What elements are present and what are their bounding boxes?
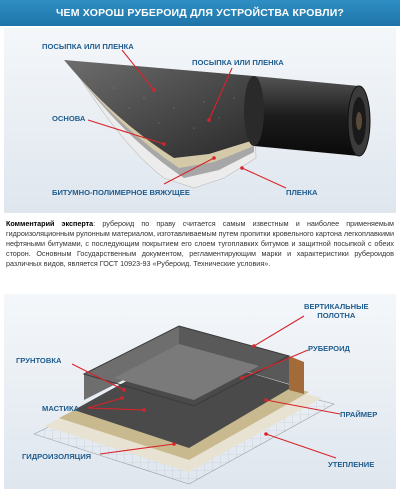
roll-body — [254, 76, 359, 156]
label-vertical-line2: ПОЛОТНА — [317, 311, 356, 320]
expert-comment — [6, 219, 394, 269]
label-vertical-sheets — [304, 302, 369, 320]
label-ruberoid: РУБЕРОИД — [308, 344, 350, 353]
comment-text: : рубероид по праву считается самым известным и наиболее применяемым гидроизоляционным рулонным материалом, изготавливаемым путем пропитки кровельного картона легкоплавкими нефтяными битумами, с последующим покрытием его слоем тугоплавких битумов и защитной посыпкой с обеих сторон. Основным Государственным документом, регламентирующим марки и характеристики рубероидов различных видов, является ГОСТ 10923-93 «Рубероид. Технические условия». — [6, 219, 394, 268]
page-title: ЧЕМ ХОРОШ РУБЕРОИД ДЛЯ УСТРОЙСТВА КРОВЛИ? — [0, 0, 400, 26]
label-primer-left: ГРУНТОВКА — [16, 356, 62, 365]
label-base: ОСНОВА — [52, 114, 86, 123]
roll-left-end — [244, 76, 264, 146]
pointer-vertical — [254, 316, 304, 346]
roll-center — [356, 112, 362, 130]
label-mastic: МАСТИКА — [42, 404, 80, 413]
pointer-insulation — [266, 434, 336, 458]
roof-diagram-panel — [4, 294, 396, 489]
label-primer-right: ПРАЙМЕР — [340, 410, 378, 419]
label-sprinkle-film-left: ПОСЫПКА ИЛИ ПЛЕНКА — [42, 42, 134, 51]
label-insulation: УТЕПЛЕНИЕ — [328, 460, 375, 469]
label-film: ПЛЕНКА — [286, 188, 318, 197]
pointer-film — [242, 168, 286, 188]
sprinkle-layer — [64, 60, 254, 158]
label-sprinkle-film-right: ПОСЫПКА ИЛИ ПЛЕНКА — [192, 58, 284, 67]
comment-lead: Комментарий эксперта — [6, 219, 94, 228]
label-waterproofing: ГИДРОИЗОЛЯЦИЯ — [22, 452, 92, 461]
label-vertical-line1: ВЕРТИКАЛЬНЫЕ — [304, 302, 369, 311]
roll-diagram-panel — [4, 28, 396, 213]
wood-edge — [289, 356, 304, 394]
label-binder: БИТУМНО-ПОЛИМЕРНОЕ ВЯЖУЩЕЕ — [52, 188, 190, 197]
